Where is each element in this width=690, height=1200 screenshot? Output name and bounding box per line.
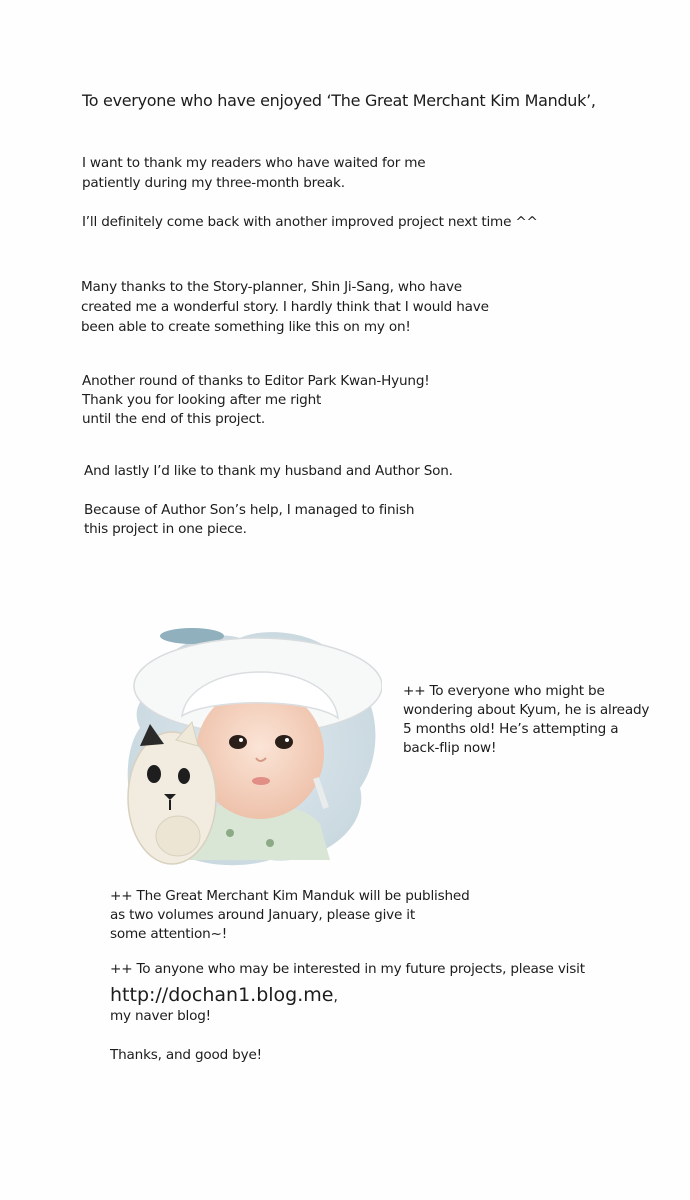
farewell-text: Thanks, and good bye! <box>110 1047 262 1063</box>
paragraph-line: And lastly I’d like to thank my husband and Author Son. <box>84 463 453 479</box>
paragraph-line: Another round of thanks to Editor Park Kwan-Hyung! <box>82 373 430 389</box>
letter-title: To everyone who have enjoyed ‘The Great Merchant Kim Manduk’, <box>82 91 596 110</box>
blog-description: my naver blog! <box>110 1008 211 1024</box>
blog-url-comma: , <box>333 989 338 1005</box>
paragraph-line: Many thanks to the Story-planner, Shin Ji-Sang, who have <box>81 279 462 295</box>
photo-caption-line: wondering about Kyum, he is already <box>403 702 650 718</box>
paragraph-line: I’ll definitely come back with another improved project next time ^^ <box>82 214 538 230</box>
paragraph-line: Because of Author Son’s help, I managed to finish <box>84 502 415 518</box>
paragraph-line: patiently during my three-month break. <box>82 175 345 191</box>
publish-note-line: as two volumes around January, please give it <box>110 907 415 923</box>
paragraph-line: created me a wonderful story. I hardly think that I would have <box>81 299 489 315</box>
future-projects-note: ++ To anyone who may be interested in my future projects, please visit <box>110 961 585 977</box>
paragraph-line: until the end of this project. <box>82 411 266 427</box>
baby-photo <box>120 628 382 868</box>
paragraph-line: this project in one piece. <box>84 521 247 537</box>
blog-url-link[interactable]: http://dochan1.blog.me <box>110 984 334 1006</box>
photo-caption-line: 5 months old! He’s attempting a <box>403 721 619 737</box>
paragraph-line: been able to create something like this on my on! <box>81 319 411 335</box>
publish-note-line: ++ The Great Merchant Kim Manduk will be published <box>110 888 470 904</box>
photo-caption-line: ++ To everyone who might be <box>403 683 605 699</box>
publish-note-line: some attention~! <box>110 926 227 942</box>
paragraph-line: I want to thank my readers who have waited for me <box>82 155 426 171</box>
photo-caption-line: back-flip now! <box>403 740 497 756</box>
paragraph-line: Thank you for looking after me right <box>82 392 322 408</box>
